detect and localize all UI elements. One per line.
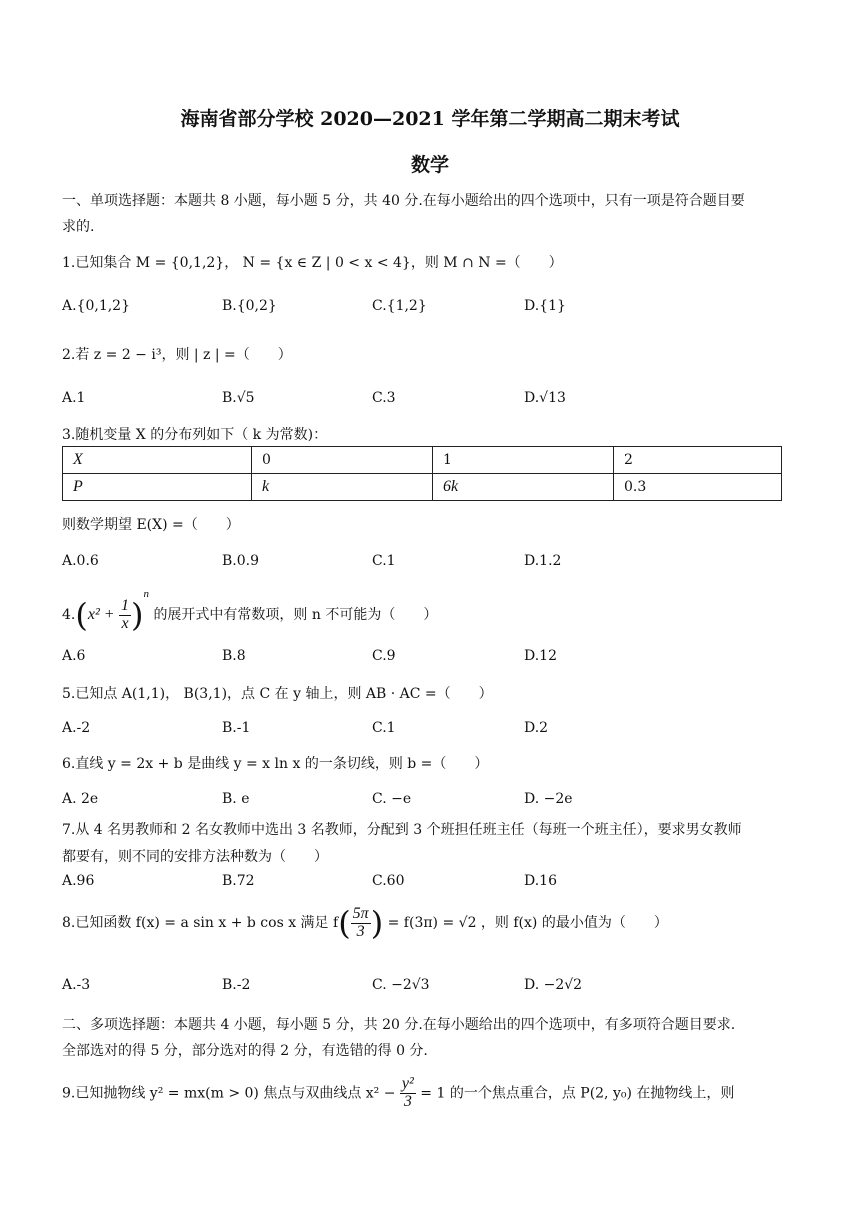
q9-suffix: = 1 的一个焦点重合，点 P(2, y₀) 在抛物线上，则	[420, 1085, 735, 1102]
q8-prefix: 8.已知函数 f(x) = a sin x + b cos x 满足 f	[62, 915, 339, 931]
table-cell: X	[63, 447, 252, 474]
q3-stem: 3.随机变量 X 的分布列如下（ k 为常数)：	[62, 427, 328, 443]
q5-option-b: B.-1	[222, 720, 251, 736]
q3-option-b: B.0.9	[222, 553, 260, 569]
q4-option-c: C.9	[372, 648, 396, 664]
q8-option-b: B.-2	[222, 977, 251, 993]
q7-option-b: B.72	[222, 873, 255, 889]
q7-option-a: A.96	[62, 873, 95, 889]
q2-stem: 2.若 z = 2 − i³，则 | z | =（ ）	[62, 347, 292, 363]
q7-option-d: D.16	[524, 873, 557, 889]
q3-option-c: C.1	[372, 553, 396, 569]
q4-option-a: A.6	[62, 648, 86, 664]
q6-option-d: D. −2e	[524, 791, 573, 807]
q4-exponent: n	[143, 588, 149, 600]
q2-option-b: B.√5	[222, 390, 255, 406]
table-row	[63, 474, 782, 501]
right-paren: )	[370, 904, 384, 942]
q4-option-b: B.8	[222, 648, 246, 664]
q1-option-b: B.{0,2}	[222, 298, 277, 314]
q8-frac-numerator: 5π	[352, 904, 369, 922]
q5-option-c: C.1	[372, 720, 396, 736]
q9-frac-denominator: 3	[403, 1092, 412, 1110]
subject-title: 数学	[410, 154, 449, 176]
q9-stem	[62, 1076, 734, 1111]
table-cell: 0.3	[614, 474, 782, 501]
table-cell: P	[63, 474, 252, 501]
q3-option-d: D.1.2	[524, 553, 562, 569]
table-cell: k	[252, 474, 433, 501]
table-cell: 1	[433, 447, 614, 474]
q8-suffix: = f(3π) = √2 ，则 f(x) 的最小值为（ ）	[387, 915, 668, 931]
q4-frac-denominator: x	[121, 614, 129, 632]
q8-stem	[62, 904, 668, 942]
q8-option-d: D. −2√2	[524, 977, 583, 993]
table-row	[63, 447, 782, 474]
q1-stem: 1.已知集合 M = {0,1,2}， N = {x ∈ Z | 0 < x < 4}，则 M ∩ N =（ ）	[62, 255, 563, 271]
table-cell: 2	[614, 447, 782, 474]
q2-option-d: D.√13	[524, 390, 566, 406]
q4-option-d: D.12	[524, 648, 557, 664]
left-paren: (	[338, 904, 351, 942]
q6-option-b: B. e	[222, 791, 250, 807]
section1-instructions-line2: 求的.	[62, 219, 95, 235]
q2-option-a: A.1	[62, 390, 86, 406]
q4-fraction	[119, 598, 131, 633]
q4-expr-base: x² +	[87, 606, 115, 623]
q1-option-a: A.{0,1,2}	[62, 298, 130, 314]
q1-option-c: C.{1,2}	[372, 298, 427, 314]
left-paren: (	[75, 596, 88, 634]
q5-stem: 5.已知点 A(1,1)， B(3,1)，点 C 在 y 轴上，则 AB · AC =（ ）	[62, 686, 493, 702]
q4-frac-numerator: 1	[121, 596, 129, 614]
q8-option-a: A.-3	[62, 977, 91, 993]
distribution-table	[62, 446, 782, 501]
q7-stem-line1: 7.从 4 名男教师和 2 名女教师中选出 3 名教师，分配到 3 个班担任班主任（每班一个班主任），要求男女教师	[62, 822, 742, 838]
q5-option-d: D.2	[524, 720, 549, 736]
q7-option-c: C.60	[372, 873, 405, 889]
q8-option-c: C. −2√3	[372, 977, 430, 993]
q9-frac-numerator: y²	[401, 1075, 414, 1092]
q6-option-c: C. −e	[372, 791, 412, 807]
q6-option-a: A. 2e	[62, 791, 99, 807]
q4-text: 的展开式中有常数项，则 n 不可能为（ ）	[153, 607, 438, 623]
q9-prefix: 9.已知抛物线 y² = mx(m > 0) 焦点与双曲线点 x² −	[62, 1085, 396, 1102]
q3-option-a: A.0.6	[62, 553, 99, 569]
table-cell: 6k	[433, 474, 614, 501]
q6-stem: 6.直线 y = 2x + b 是曲线 y = x ln x 的一条切线，则 b =（ ）	[62, 756, 489, 772]
section2-instructions-line2: 全部选对的得 5 分，部分选对的得 2 分，有选错的得 0 分.	[62, 1043, 428, 1059]
section1-instructions-line1: 一、单项选择题：本题共 8 小题，每小题 5 分，共 40 分.在每小题给出的四个选项中，只有一项是符合题目要	[62, 193, 745, 209]
right-paren: )	[131, 596, 144, 634]
q2-option-c: C.3	[372, 390, 396, 406]
q5-option-a: A.-2	[62, 720, 91, 736]
q9-fraction	[400, 1076, 416, 1111]
table-cell: 0	[252, 447, 433, 474]
q1-option-d: D.{1}	[524, 298, 566, 314]
q8-frac-denominator: 3	[356, 922, 365, 940]
q3-followup: 则数学期望 E(X) =（ ）	[62, 517, 240, 533]
q4-number: 4.	[62, 607, 76, 623]
q7-stem-line2: 都要有，则不同的安排方法种数为（ ）	[62, 849, 328, 865]
q8-fraction	[351, 906, 371, 941]
q4-stem	[62, 588, 437, 634]
section2-instructions-line1: 二、多项选择题：本题共 4 小题，每小题 5 分，共 20 分.在每小题给出的四个选项中，有多项符合题目要求.	[62, 1017, 736, 1033]
page-title: 海南省部分学校 2020—2021 学年第二学期高二期末考试	[180, 108, 680, 130]
